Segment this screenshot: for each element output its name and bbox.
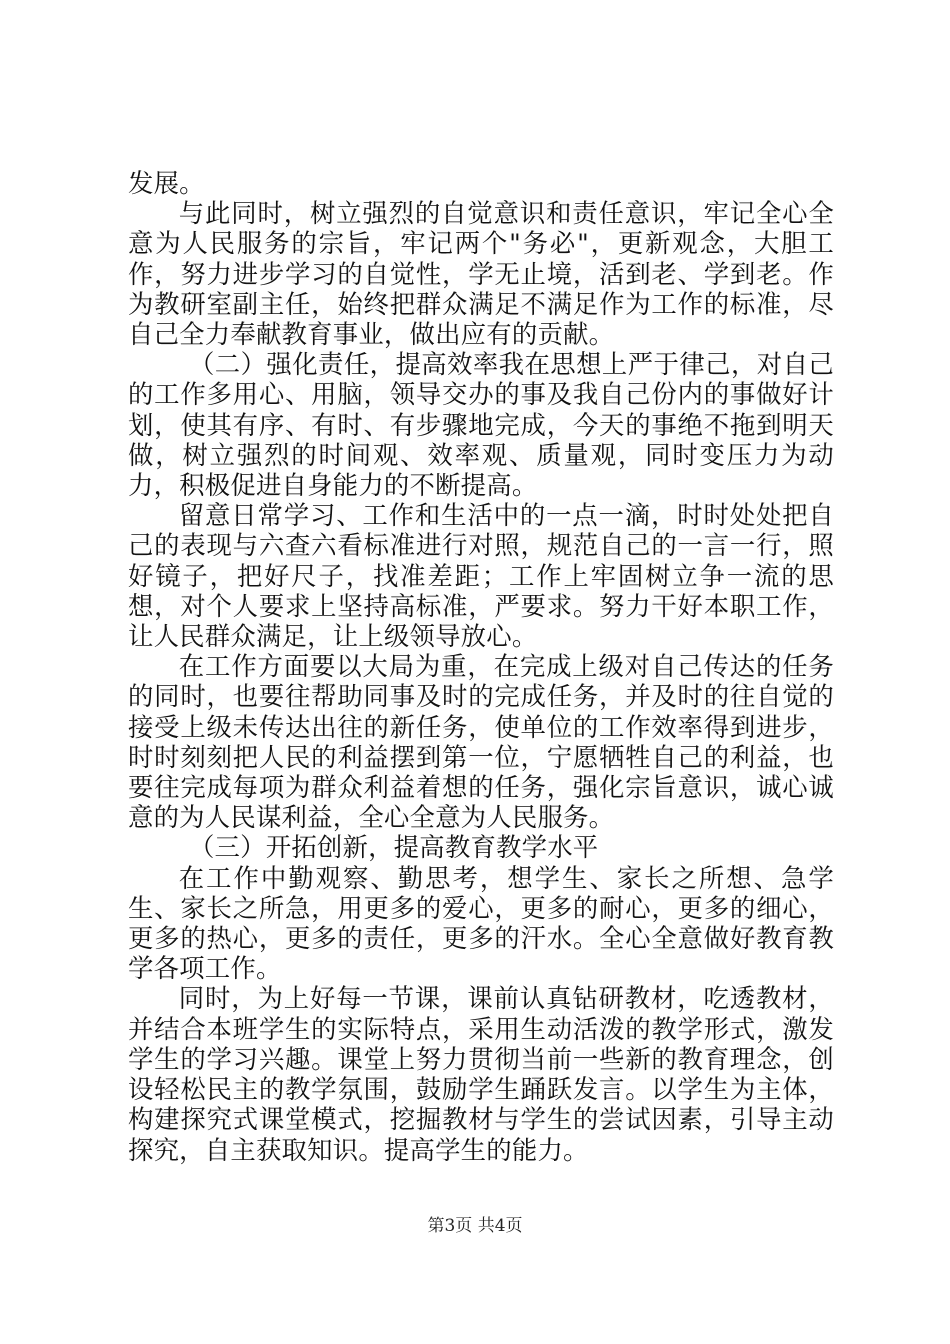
paragraph-awareness: 与此同时，树立强烈的自觉意识和责任意识，牢记全心全意为人民服务的宗旨，牢记两个"务必"，更新观念，大胆工作，努力进步学习的自觉性，学无止境，活到老、学到老。作为教研室副主任，始终把群众满足不满足作为工作的标准，尽自己全力奉献教育事业，做出应有的贡献。 (128, 198, 834, 350)
paragraph-daily-study: 留意日常学习、工作和生活中的一点一滴，时时处处把自己的表现与六查六看标准进行对照，规范自己的一言一行，照好镜子，把好尺子，找准差距；工作上牢固树立争一流的思想，对个人要求上坚持高标准，严要求。努力干好本职工作，让人民群众满足，让上级领导放心。 (128, 500, 834, 652)
document-body (128, 168, 834, 1165)
paragraph-continuation: 发展。 (128, 168, 205, 198)
section-heading-innovation: （三）开拓创新，提高教育教学水平 (188, 832, 599, 863)
section-heading-responsibility: （二）强化责任，提高效率我在思想上严于律己，对自己的工作多用心、用脑，领导交办的事及我自己份内的事做好计划，使其有序、有时、有步骤地完成，今天的事绝不拖到明天做，树立强烈的时间观、效率观、质量观，同时变压力为动力，积极促进自身能力的不断提高。 (128, 349, 834, 501)
paragraph-work-overall: 在工作方面要以大局为重，在完成上级对自己传达的任务的同时，也要往帮助同事及时的完成任务，并及时的往自觉的接受上级未传达出往的新任务，使单位的工作效率得到进步，时时刻刻把人民的利益摆到第一位，宁愿牺牲自己的利益，也要往完成每项为群众利益着想的任务，强化宗旨意识，诚心诚意的为人民谋利益，全心全意为人民服务。 (128, 651, 834, 833)
paragraph-lesson-prep: 同时，为上好每一节课，课前认真钻研教材，吃透教材，并结合本班学生的实际特点，采用生动活泼的教学形式，激发学生的学习兴趣。课堂上努力贯彻当前一些新的教育理念，创设轻松民主的教学氛围，鼓励学生踊跃发言。以学生为主体，构建探究式课堂模式，挖掘教材与学生的尝试因素，引导主动探究，自主获取知识。提高学生的能力。 (128, 983, 834, 1165)
paragraph-observe-think: 在工作中勤观察、勤思考，想学生、家长之所想、急学生、家长之所急，用更多的爱心，更多的耐心，更多的细心，更多的热心，更多的责任，更多的汗水。全心全意做好教育教学各项工作。 (128, 862, 834, 984)
page-footer: 第3页 共4页 (427, 1216, 523, 1236)
